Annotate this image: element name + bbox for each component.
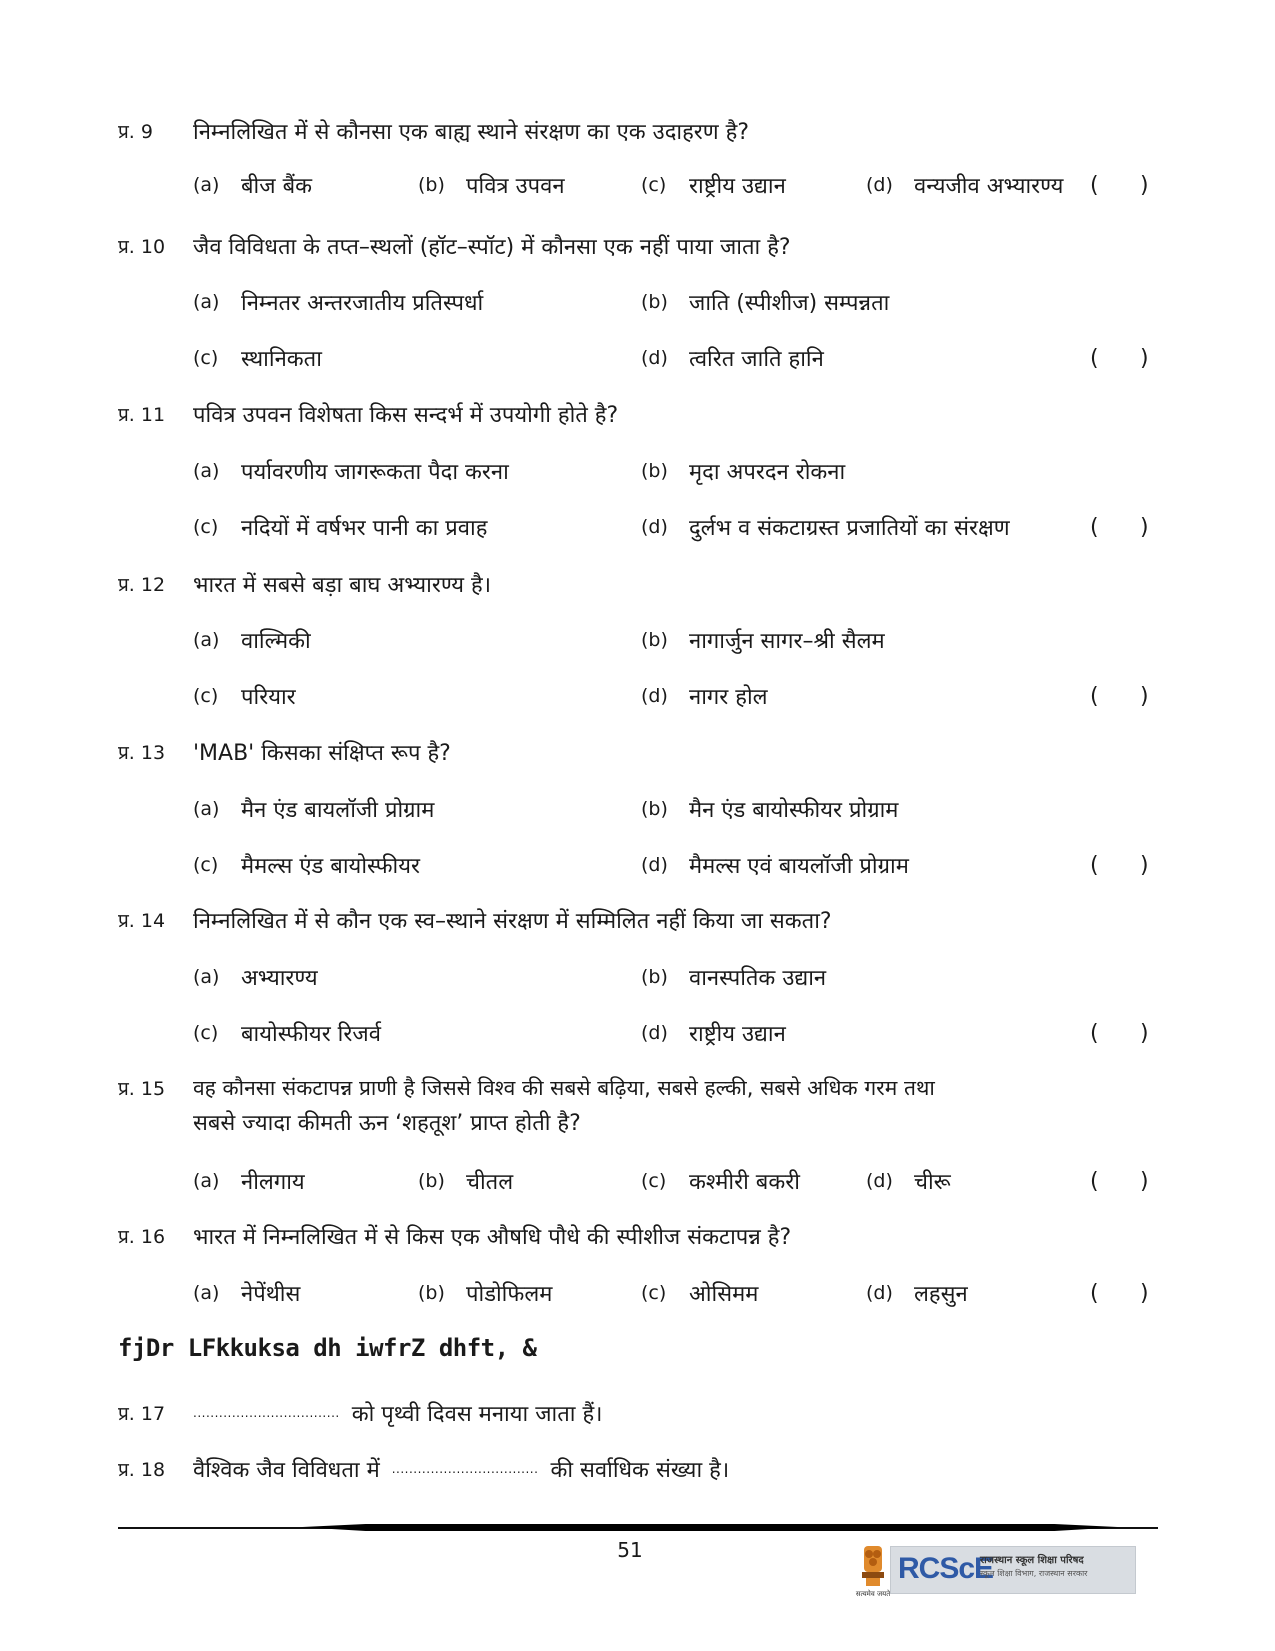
question-text: की सर्वाधिक संख्या है। (550, 1458, 730, 1483)
options-row (0, 507, 1275, 547)
question-number: प्र. 9 (118, 121, 153, 143)
question-17 (0, 1393, 1275, 1433)
option-c[interactable] (641, 170, 786, 200)
option-c[interactable] (193, 343, 322, 373)
option-label: (d) (866, 1282, 893, 1304)
option-label: (a) (193, 798, 220, 820)
option-label: (c) (193, 347, 219, 369)
question-text: जैव विविधता के तप्त–स्थलों (हॉट–स्पॉट) में कौनसा एक नहीं पाया जाता है? (193, 235, 791, 260)
option-label: (b) (641, 629, 668, 651)
answer-bracket-open: ( (1090, 1020, 1099, 1046)
option-text: राष्ट्रीय उद्यान (689, 174, 786, 199)
question-line (193, 1398, 602, 1428)
option-d[interactable] (641, 512, 1010, 542)
question-text: निम्नलिखित में से कौन एक स्व–स्थाने संरक्षण में सम्मिलित नहीं किया जा सकता? (193, 909, 832, 934)
option-b[interactable] (418, 170, 565, 200)
answer-bracket-close: ) (1140, 514, 1149, 540)
question-number: प्र. 14 (118, 910, 166, 932)
logo-title: राजस्थान स्कूल शिक्षा परिषद (980, 1555, 1084, 1566)
option-c[interactable] (193, 1018, 381, 1048)
options-row (0, 676, 1275, 716)
option-text: निम्नतर अन्तरजातीय प्रतिस्पर्धा (241, 291, 484, 316)
option-d[interactable] (866, 1278, 968, 1308)
option-text: पोडोफिलम (466, 1282, 553, 1307)
option-label: (d) (866, 1170, 893, 1192)
option-b[interactable] (418, 1278, 552, 1308)
answer-bracket-close: ) (1140, 172, 1149, 198)
question-9 (0, 111, 1275, 151)
option-a[interactable] (193, 1166, 305, 1196)
options-row (0, 165, 1275, 205)
option-b[interactable] (641, 962, 826, 992)
option-b[interactable] (641, 625, 885, 655)
logo-wordmark: RCScE (898, 1552, 994, 1585)
option-label: (c) (641, 1170, 667, 1192)
option-a[interactable] (193, 287, 483, 317)
option-d[interactable] (866, 1166, 951, 1196)
options-row (0, 1273, 1275, 1313)
option-text: लहसुन (914, 1282, 968, 1307)
question-14 (0, 900, 1275, 940)
option-b[interactable] (641, 794, 898, 824)
option-text: दुर्लभ व संकटाग्रस्त प्रजातियों का संरक्षण (689, 516, 1010, 541)
answer-bracket-close: ) (1140, 852, 1149, 878)
question-13 (0, 732, 1275, 772)
rcsce-logo (855, 1542, 1136, 1608)
question-number: प्र. 13 (118, 742, 166, 764)
option-label: (c) (193, 1022, 219, 1044)
question-12 (0, 564, 1275, 604)
option-text: पर्यावरणीय जागरूकता पैदा करना (241, 460, 509, 485)
question-number: प्र. 16 (118, 1226, 166, 1248)
option-a[interactable] (193, 1278, 300, 1308)
question-11 (0, 394, 1275, 434)
option-text: राष्ट्रीय उद्यान (689, 1022, 786, 1047)
answer-bracket-open: ( (1090, 852, 1099, 878)
option-label: (a) (193, 291, 220, 313)
option-text: नागार्जुन सागर–श्री सैलम (689, 629, 885, 654)
option-c[interactable] (641, 1278, 758, 1308)
option-text: वानस्पतिक उद्यान (689, 966, 827, 991)
option-d[interactable] (641, 850, 909, 880)
option-label: (b) (641, 966, 668, 988)
option-text: परियार (241, 685, 296, 710)
option-text: कश्मीरी बकरी (689, 1170, 800, 1195)
question-number: प्र. 12 (118, 574, 166, 596)
answer-bracket-open: ( (1090, 683, 1099, 709)
answer-bracket-open: ( (1090, 1280, 1099, 1306)
question-number: प्र. 17 (118, 1403, 166, 1425)
option-text: मैन एंड बायोस्फीयर प्रोग्राम (689, 798, 899, 823)
option-text: बीज बैंक (241, 174, 313, 199)
option-label: (a) (193, 966, 220, 988)
option-c[interactable] (641, 1166, 800, 1196)
option-d[interactable] (641, 343, 824, 373)
option-label: (b) (641, 798, 668, 820)
option-label: (d) (641, 516, 668, 538)
option-a[interactable] (193, 794, 434, 824)
option-text: मैन एंड बायलॉजी प्रोग्राम (241, 798, 435, 823)
option-a[interactable] (193, 962, 318, 992)
options-row (0, 957, 1275, 997)
answer-bracket-close: ) (1140, 1020, 1149, 1046)
option-d[interactable] (866, 170, 1063, 200)
answer-bracket-open: ( (1090, 1168, 1099, 1194)
question-18 (0, 1449, 1275, 1489)
question-text-before: वैश्विक जैव विविधता में (193, 1458, 380, 1483)
options-row (0, 338, 1275, 378)
answer-bracket-open: ( (1090, 345, 1099, 371)
option-text: नेपेंथीस (241, 1282, 301, 1307)
answer-bracket-close: ) (1140, 683, 1149, 709)
question-number: प्र. 15 (118, 1078, 166, 1100)
option-label: (d) (641, 854, 668, 876)
option-label: (c) (641, 174, 667, 196)
question-text: निम्नलिखित में से कौनसा एक बाह्य स्थाने संरक्षण का एक उदाहरण है? (193, 120, 750, 145)
state-emblem-icon (855, 1542, 891, 1606)
options-row (0, 1161, 1275, 1201)
option-text: मृदा अपरदन रोकना (689, 460, 846, 485)
option-a[interactable] (193, 456, 509, 486)
option-text: नीलगाय (241, 1170, 305, 1195)
option-a[interactable] (193, 625, 311, 655)
question-text: को पृथ्वी दिवस मनाया जाता हैं। (351, 1402, 603, 1427)
option-a[interactable] (193, 170, 312, 200)
option-b[interactable] (641, 287, 889, 317)
answer-bracket-open: ( (1090, 172, 1099, 198)
options-row (0, 451, 1275, 491)
options-row (0, 282, 1275, 322)
option-label: (b) (418, 174, 445, 196)
option-label: (a) (193, 460, 220, 482)
option-label: (c) (193, 516, 219, 538)
option-text: वाल्मिकी (241, 629, 311, 654)
question-text: 'MAB' किसका संक्षिप्त रूप है? (193, 741, 451, 766)
option-text: स्थानिकता (241, 347, 322, 372)
option-b[interactable] (641, 456, 845, 486)
answer-bracket-close: ) (1140, 345, 1149, 371)
option-text: पवित्र उपवन (466, 174, 565, 199)
option-label: (a) (193, 174, 220, 196)
question-text: वह कौनसा संकटापन्न प्राणी है जिससे विश्व की सबसे बढ़िया, सबसे हल्की, सबसे अधिक गरम तथा (193, 1076, 935, 1100)
answer-bracket-close: ) (1140, 1168, 1149, 1194)
option-label: (d) (641, 1022, 668, 1044)
option-label: (c) (193, 685, 219, 707)
options-row (0, 789, 1275, 829)
options-row (0, 1013, 1275, 1053)
question-number: प्र. 10 (118, 236, 166, 258)
option-label: (c) (193, 854, 219, 876)
option-text: मैमल्स एंड बायोस्फीयर (241, 854, 420, 879)
options-row (0, 845, 1275, 885)
option-label: (b) (641, 291, 668, 313)
option-label: (d) (866, 174, 893, 196)
answer-bracket-open: ( (1090, 514, 1099, 540)
fill-blank[interactable]: .................................. (193, 1406, 340, 1420)
option-c[interactable] (193, 512, 487, 542)
question-text-line2: सबसे ज्यादा कीमती ऊन ‘शहतूश’ प्राप्त होती है? (193, 1111, 581, 1136)
option-c[interactable] (193, 681, 296, 711)
option-label: (a) (193, 629, 220, 651)
question-number: प्र. 11 (118, 404, 166, 426)
option-text: चीतल (466, 1170, 514, 1195)
option-label: (b) (641, 460, 668, 482)
option-text: बायोस्फीयर रिजर्व (241, 1022, 381, 1047)
fill-blank[interactable]: .................................. (391, 1462, 539, 1476)
option-label: (a) (193, 1282, 220, 1304)
emblem-caption: सत्यमेव जयते (855, 1590, 891, 1598)
option-label: (b) (418, 1170, 445, 1192)
option-text: चीरू (914, 1170, 951, 1195)
options-row (0, 620, 1275, 660)
question-16 (0, 1216, 1275, 1256)
option-b[interactable] (418, 1166, 513, 1196)
option-text: जाति (स्पीशीज) सम्पन्नता (689, 291, 890, 316)
option-text: अभ्यारण्य (241, 966, 318, 991)
question-text: भारत में सबसे बड़ा बाघ अभ्यारण्य है। (193, 573, 492, 598)
option-text: ओसिमम (689, 1282, 759, 1307)
question-line (193, 1454, 729, 1484)
question-text: पवित्र उपवन विशेषता किस सन्दर्भ में उपयोगी होते है? (193, 403, 619, 428)
page-number: 51 (617, 1538, 643, 1562)
question-number: प्र. 18 (118, 1459, 166, 1481)
option-text: मैमल्स एवं बायलॉजी प्रोग्राम (689, 854, 909, 879)
option-label: (d) (641, 347, 668, 369)
option-label: (c) (641, 1282, 667, 1304)
question-10 (0, 226, 1275, 266)
section-heading: fjDr LFkkuksa dh iwfrZ dhft, & (118, 1334, 537, 1362)
option-label: (d) (641, 685, 668, 707)
option-d[interactable] (641, 681, 768, 711)
answer-bracket-close: ) (1140, 1280, 1149, 1306)
question-15-continued (0, 1102, 1275, 1142)
option-text: त्वरित जाति हानि (689, 347, 824, 372)
question-text: भारत में निम्नलिखित में से किस एक औषधि पौधे की स्पीशीज संकटापन्न है? (193, 1225, 792, 1250)
option-label: (a) (193, 1170, 220, 1192)
option-c[interactable] (193, 850, 420, 880)
option-label: (b) (418, 1282, 445, 1304)
option-text: नागर होल (689, 685, 768, 710)
logo-subtitle: स्कूल शिक्षा विभाग, राजस्थान सरकार (980, 1569, 1088, 1578)
option-d[interactable] (641, 1018, 786, 1048)
option-text: नदियों में वर्षभर पानी का प्रवाह (241, 516, 488, 541)
footer-rule-accent (300, 1524, 1120, 1531)
option-text: वन्यजीव अभ्यारण्य (914, 174, 1064, 199)
